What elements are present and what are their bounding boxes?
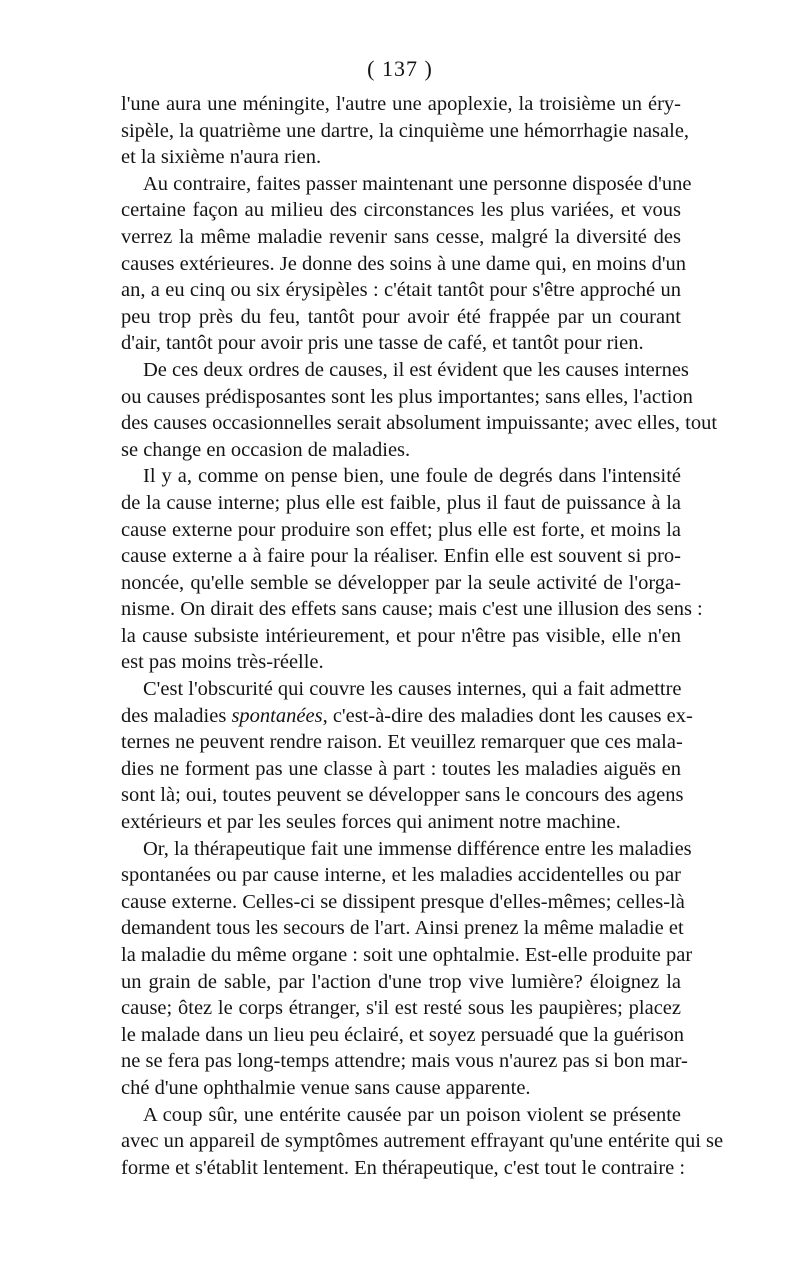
- text-line: De ces deux ordres de causes, il est évident que les causes internes: [143, 358, 689, 381]
- text-line: demandent tous les secours de l'art. Ainsi prenez la même maladie et: [121, 917, 684, 940]
- text-line: an, a eu cinq ou six érysipèles : c'était tantôt pour s'être approché un: [121, 279, 681, 302]
- text-line: et la sixième n'aura rien.: [121, 146, 322, 169]
- text-line: de la cause interne; plus elle est faible, plus il faut de puissance à la: [121, 491, 681, 514]
- text-line: ché d'une ophthalmie venue sans cause apparente.: [121, 1076, 531, 1099]
- text-line: spontanées ou par cause interne, et les maladies accidentelles ou par: [121, 864, 681, 887]
- text-line: certaine façon au milieu des circonstances les plus variées, et vous: [121, 199, 681, 222]
- text-line: des causes occasionnelles serait absolument impuissante; avec elles, tout: [121, 412, 718, 435]
- text-line: cause externe a à faire pour la réaliser. Enfin elle est souvent si pro-: [121, 545, 681, 568]
- text-line: Au contraire, faites passer maintenant une personne disposée d'une: [143, 172, 692, 195]
- text-line: forme et s'établit lentement. En thérapeutique, c'est tout le contraire :: [121, 1156, 686, 1179]
- text-line: dies ne forment pas une classe à part : toutes les maladies aiguës en: [121, 757, 681, 780]
- text-line: nisme. On dirait des effets sans cause; mais c'est une illusion des sens :: [121, 598, 703, 621]
- text-line: est pas moins très-réelle.: [121, 651, 324, 674]
- text-line: cause; ôtez le corps étranger, s'il est resté sous les paupières; placez: [121, 997, 681, 1020]
- text-line: se change en occasion de maladies.: [121, 438, 411, 461]
- text-line: l'une aura une méningite, l'autre une apoplexie, la troisième un éry-: [121, 93, 681, 115]
- text-line: avec un appareil de symptômes autrement effrayant qu'une entérite qui se: [121, 1130, 724, 1153]
- text-line: sont là; oui, toutes peuvent se développer sans le concours des agens: [121, 784, 684, 807]
- text-line: un grain de sable, par l'action d'une trop vive lumière? éloignez la: [121, 970, 681, 993]
- text-line: peu trop près du feu, tantôt pour avoir été frappée par un courant: [121, 305, 681, 328]
- text-line: le malade dans un lieu peu éclairé, et soyez persuadé que la guérison: [121, 1023, 684, 1046]
- text-line: des maladies spontanées, c'est-à-dire des maladies dont les causes ex-: [121, 704, 693, 727]
- text-line: causes extérieures. Je donne des soins à une dame qui, en moins d'un: [121, 252, 687, 275]
- text-line: la cause subsiste intérieurement, et pour n'être pas visible, elle n'en: [121, 624, 681, 647]
- text-line: Il y a, comme on pense bien, une foule de degrés dans l'intensité: [143, 465, 681, 488]
- italic-word: spontanées: [231, 704, 323, 727]
- text-line: verrez la même maladie revenir sans cesse, malgré la diversité des: [121, 225, 681, 248]
- page-number: ( 137 ): [367, 56, 433, 81]
- body-text: [121, 91, 724, 1181]
- text-line: la maladie du même organe : soit une ophtalmie. Est-elle produite par: [121, 944, 693, 966]
- text-line: cause externe. Celles-ci se dissipent presque d'elles-mêmes; celles-là: [121, 890, 685, 913]
- text-line: A coup sûr, une entérite causée par un poison violent se présente: [143, 1103, 681, 1126]
- text-line: extérieurs et par les seules forces qui animent notre machine.: [121, 811, 621, 834]
- text-line: cause externe pour produire son effet; plus elle est forte, et moins la: [121, 518, 681, 541]
- text-line: noncée, qu'elle semble se développer par la seule activité de l'orga-: [121, 571, 681, 594]
- text-line: Or, la thérapeutique fait une immense différence entre les maladies: [143, 837, 692, 860]
- text-line: ternes ne peuvent rendre raison. Et veuillez remarquer que ces mala-: [121, 731, 683, 754]
- text-line: ou causes prédisposantes sont les plus importantes; sans elles, l'action: [121, 385, 693, 408]
- text-line: C'est l'obscurité qui couvre les causes internes, qui a fait admettre: [143, 678, 682, 701]
- text-line: d'air, tantôt pour avoir pris une tasse de café, et tantôt pour rien.: [121, 332, 644, 355]
- text-line: ne se fera pas long-temps attendre; mais vous n'aurez pas si bon mar-: [121, 1050, 688, 1073]
- text-line: sipèle, la quatrième une dartre, la cinquième une hémorrhagie nasale,: [121, 119, 690, 142]
